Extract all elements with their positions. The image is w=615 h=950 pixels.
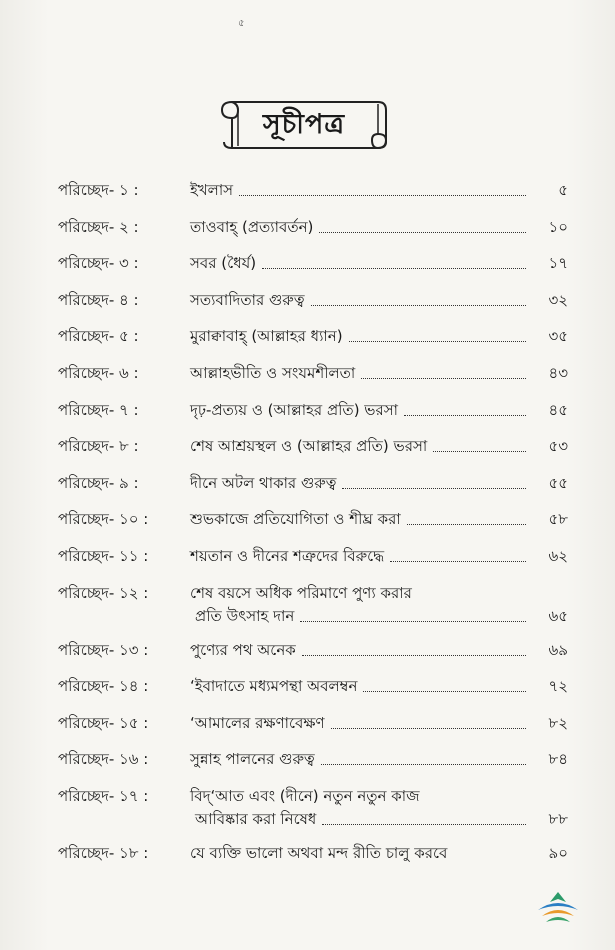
- toc-entry[interactable]: [58, 843, 568, 880]
- page-number: ৮২: [548, 713, 568, 732]
- dot-leader: [262, 267, 526, 269]
- toc-entry[interactable]: [58, 509, 568, 546]
- toc-entry[interactable]: [58, 290, 568, 327]
- chapter-title: মুরাক্বাবাহ্ (আল্লাহর ধ্যান): [190, 327, 343, 346]
- page-number: ৯০: [548, 843, 568, 862]
- page-number: ৮৮: [548, 809, 568, 828]
- page-number: ৫৮: [548, 510, 568, 529]
- page-number: ৪৫: [548, 400, 568, 419]
- toc-entry[interactable]: [58, 400, 568, 437]
- page-number: ৫: [558, 181, 568, 199]
- page-title: সূচীপত্র: [262, 109, 346, 140]
- chapter-label: পরিচ্ছেদ- ১১ :: [58, 546, 149, 565]
- page-number: ৩৫: [548, 327, 568, 346]
- title-banner: [218, 96, 390, 154]
- chapter-label: পরিচ্ছেদ- ৭ :: [58, 400, 139, 419]
- chapter-label: পরিচ্ছেদ- ১ :: [58, 181, 139, 199]
- dot-leader: [302, 654, 526, 656]
- chapter-title: সত্যবাদিতার গুরুত্ব: [190, 290, 305, 309]
- dot-leader: [363, 690, 526, 692]
- chapter-title: পুণ্যের পথ অনেক: [190, 640, 296, 659]
- toc-entry[interactable]: [58, 326, 568, 363]
- dot-leader: [311, 304, 527, 306]
- toc-entry[interactable]: [58, 749, 568, 786]
- chapter-label: পরিচ্ছেদ- ১৭ :: [58, 786, 149, 805]
- chapter-label: পরিচ্ছেদ- ১৪ :: [58, 677, 149, 696]
- chapter-label: পরিচ্ছেদ- ১৬ :: [58, 750, 149, 769]
- page-number: ৬২: [548, 546, 568, 565]
- toc-entry[interactable]: [58, 786, 568, 843]
- toc-entry[interactable]: [58, 363, 568, 400]
- dot-leader: [390, 560, 526, 562]
- chapter-label: পরিচ্ছেদ- ৬ :: [58, 363, 139, 382]
- chapter-title: শেষ আশ্রয়স্থল ও (আল্লাহর প্রতি) ভরসা: [190, 437, 428, 456]
- dot-leader: [342, 487, 526, 489]
- chapter-label: পরিচ্ছেদ- ১৫ :: [58, 713, 149, 732]
- dot-leader: [322, 823, 526, 825]
- dot-leader: [300, 620, 526, 622]
- chapter-title: শেষ বয়সে অধিক পরিমাণে পুণ্য করার: [190, 583, 412, 602]
- chapter-title: শুভকাজে প্রতিযোগিতা ও শীঘ্র করা: [190, 510, 401, 529]
- chapter-title: সবর (ধৈর্য): [190, 254, 257, 273]
- toc-entry[interactable]: [58, 676, 568, 713]
- chapter-label: পরিচ্ছেদ- ৫ :: [58, 327, 139, 346]
- chapter-label: পরিচ্ছেদ- ১২ :: [58, 583, 149, 602]
- toc-entry[interactable]: [58, 436, 568, 473]
- dot-leader: [319, 231, 526, 233]
- chapter-title: ‘আমালের রক্ষণাবেক্ষণ: [190, 713, 325, 732]
- toc-entry[interactable]: [58, 713, 568, 750]
- table-of-contents: [58, 180, 568, 880]
- page-number: ৩২: [548, 290, 568, 309]
- toc-entry[interactable]: [58, 253, 568, 290]
- page-number: ৬৫: [548, 606, 568, 625]
- chapter-title-continued: আবিষ্কার করা নিষেধ: [195, 809, 317, 828]
- toc-entry[interactable]: [58, 473, 568, 510]
- dot-leader: [331, 727, 526, 729]
- page-mark: ৫: [238, 18, 245, 29]
- chapter-title: ইখলাস: [190, 181, 234, 199]
- chapter-label: পরিচ্ছেদ- ১৮ :: [58, 843, 149, 862]
- toc-entry[interactable]: [58, 640, 568, 677]
- page-number: ৫৫: [548, 473, 568, 492]
- dot-leader: [239, 194, 526, 196]
- chapter-label: পরিচ্ছেদ- ২ :: [58, 217, 139, 236]
- chapter-title: দৃঢ়-প্রত্যয় ও (আল্লাহর প্রতি) ভরসা: [190, 400, 398, 419]
- chapter-title: আল্লাহভীতি ও সংযমশীলতা: [190, 363, 356, 382]
- chapter-title-continued: প্রতি উৎসাহ দান: [195, 606, 295, 625]
- toc-entry[interactable]: [58, 583, 568, 640]
- chapter-label: পরিচ্ছেদ- ১০ :: [58, 510, 149, 529]
- page-number: ৬৯: [548, 640, 568, 659]
- dot-leader: [433, 450, 526, 452]
- chapter-label: পরিচ্ছেদ- ৮ :: [58, 437, 139, 456]
- chapter-title: দীনে অটল থাকার গুরুত্ব: [190, 473, 337, 492]
- chapter-title: তাওবাহ্ (প্রত্যাবর্তন): [190, 217, 314, 236]
- dot-leader: [361, 377, 526, 379]
- toc-entry[interactable]: [58, 546, 568, 583]
- toc-entry[interactable]: [58, 217, 568, 254]
- chapter-title: ‘ইবাদাতে মধ্যমপন্থা অবলম্বন: [190, 677, 358, 696]
- chapter-title: শয়তান ও দীনের শত্রুদের বিরুদ্ধে: [190, 546, 385, 565]
- page-number: ৫৩: [548, 437, 568, 456]
- chapter-label: পরিচ্ছেদ- ৩ :: [58, 254, 139, 273]
- chapter-label: পরিচ্ছেদ- ১৩ :: [58, 640, 149, 659]
- page-number: ১০: [548, 217, 568, 236]
- chapter-title: যে ব্যক্তি ভালো অথবা মন্দ রীতি চালু করবে: [190, 843, 448, 862]
- page-number: ৮৪: [548, 750, 568, 769]
- dot-leader: [321, 763, 526, 765]
- page-number: ১৭: [548, 254, 568, 273]
- publisher-logo-icon: [532, 888, 584, 928]
- page-number: ৭২: [548, 677, 568, 696]
- chapter-label: পরিচ্ছেদ- ৯ :: [58, 473, 139, 492]
- chapter-title: সুন্নাহ পালনের গুরুত্ব: [190, 750, 315, 769]
- page-number: ৪৩: [548, 363, 568, 382]
- toc-entry[interactable]: [58, 180, 568, 217]
- dot-leader: [349, 340, 526, 342]
- dot-leader: [453, 858, 526, 859]
- chapter-label: পরিচ্ছেদ- ৪ :: [58, 290, 139, 309]
- dot-leader: [407, 523, 526, 525]
- dot-leader: [404, 414, 526, 416]
- chapter-title: বিদ্‘আত এবং (দীনে) নতুন নতুন কাজ: [190, 786, 420, 805]
